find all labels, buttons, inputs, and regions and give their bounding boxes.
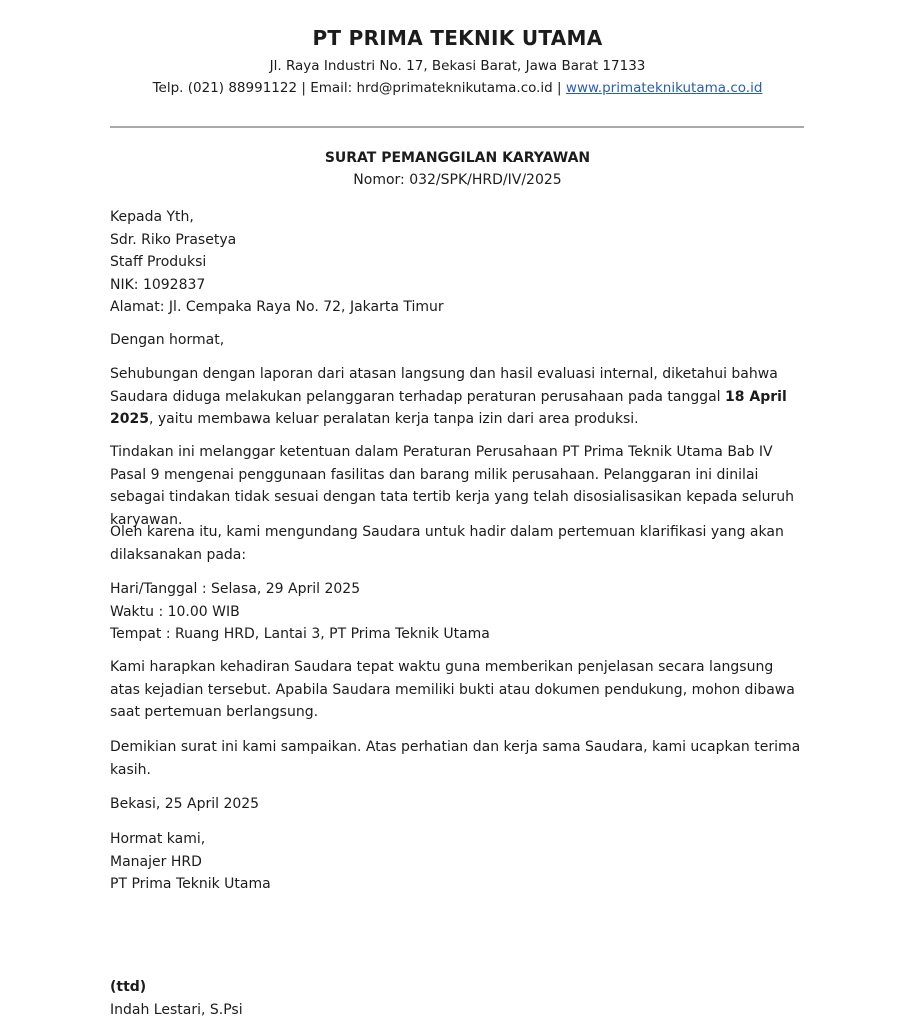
recipient-block: [110, 206, 804, 319]
greeting-text: Dengan hormat,: [110, 332, 225, 348]
paragraph-2-text: Tindakan ini melanggar ketentuan dalam Peraturan Perusahaan PT Prima Teknik Utama Bab IV Pasal 9 mengenai penggunaan fasilitas dan barang milik perusahaan. Pelanggaran ini dinilai sebagai tindakan tidak sesuai dengan tata tertib kerja yang telah disosialisasikan kepada seluruh karyawan.: [110, 444, 795, 528]
paragraph-1-part: Sehubungan dengan laporan dari atasan langsung dan hasil evaluasi internal, diketahui bahwa Saudara diduga melakukan pelanggaran terhadap peraturan perusahaan pada tanggal: [110, 366, 778, 405]
greeting: [110, 329, 804, 352]
signer-name: Indah Lestari, S.Psi: [110, 1001, 243, 1018]
closing-role: Manajer HRD: [110, 853, 202, 870]
recipient-salutation: Kepada Yth,: [110, 209, 194, 225]
signature-block: [110, 976, 804, 1021]
recipient-position: Staff Produksi: [110, 254, 207, 270]
schedule-place: Tempat : Ruang HRD, Lantai 3, PT Prima Teknik Utama: [110, 626, 490, 642]
phone-text: Telp. (021) 88991122: [152, 80, 298, 96]
document-number: Nomor: 032/SPK/HRD/IV/2025: [353, 172, 562, 188]
recipient-nik: NIK: 1092837: [110, 276, 206, 293]
schedule-time: Waktu : 10.00 WIB: [110, 603, 240, 620]
closing-block: [110, 828, 804, 896]
separator: |: [557, 80, 562, 96]
website-link[interactable]: www.primateknikutama.co.id: [565, 80, 763, 96]
violation-date: 18 April 2025: [110, 388, 787, 427]
paragraph-5-text: Demikian surat ini kami sampaikan. Atas perhatian dan kerja sama Saudara, kami ucapkan terima kasih.: [110, 739, 801, 778]
schedule-block: [110, 578, 804, 646]
paragraph-3: [110, 521, 804, 566]
letterhead: [0, 24, 915, 99]
closing-regards: Hormat kami,: [110, 831, 206, 847]
paragraph-1-part: , yaitu membawa keluar peralatan kerja tanpa izin dari area produksi.: [148, 411, 639, 427]
signature-mark: (ttd): [110, 979, 147, 995]
recipient-address: Alamat: Jl. Cempaka Raya No. 72, Jakarta Timur: [110, 299, 444, 315]
paragraph-5: [110, 736, 804, 781]
document-title: SURAT PEMANGGILAN KARYAWAN: [324, 150, 591, 166]
company-name: PT PRIMA TEKNIK UTAMA: [312, 26, 603, 50]
place-date-text: Bekasi, 25 April 2025: [110, 796, 260, 812]
paragraph-1: [110, 363, 804, 431]
recipient-name: Sdr. Riko Prasetya: [110, 231, 237, 248]
email-text: Email: hrd@primateknikutama.co.id: [310, 80, 553, 96]
company-contact: [0, 77, 915, 99]
separator: |: [301, 80, 306, 96]
paragraph-4-text: Kami harapkan kehadiran Saudara tepat waktu guna memberikan penjelasan secara langsung atas kejadian tersebut. Apabila Saudara memiliki bukti atau dokumen pendukung, mohon dibawa saat pertemuan berlangsung.: [110, 659, 795, 720]
closing-company: PT Prima Teknik Utama: [110, 876, 271, 892]
place-date: [110, 793, 804, 816]
schedule-date: Hari/Tanggal : Selasa, 29 April 2025: [110, 581, 361, 597]
header-divider: [110, 126, 804, 128]
paragraph-4: [110, 656, 804, 724]
paragraph-3-text: Oleh karena itu, kami mengundang Saudara untuk hadir dalam pertemuan klarifikasi yang akan dilaksanakan pada:: [110, 524, 784, 563]
paragraph-1-text: [110, 363, 804, 431]
paragraph-2: [110, 441, 804, 531]
document-title-block: [0, 147, 915, 191]
company-address: Jl. Raya Industri No. 17, Bekasi Barat, Jawa Barat 17133: [269, 58, 646, 74]
